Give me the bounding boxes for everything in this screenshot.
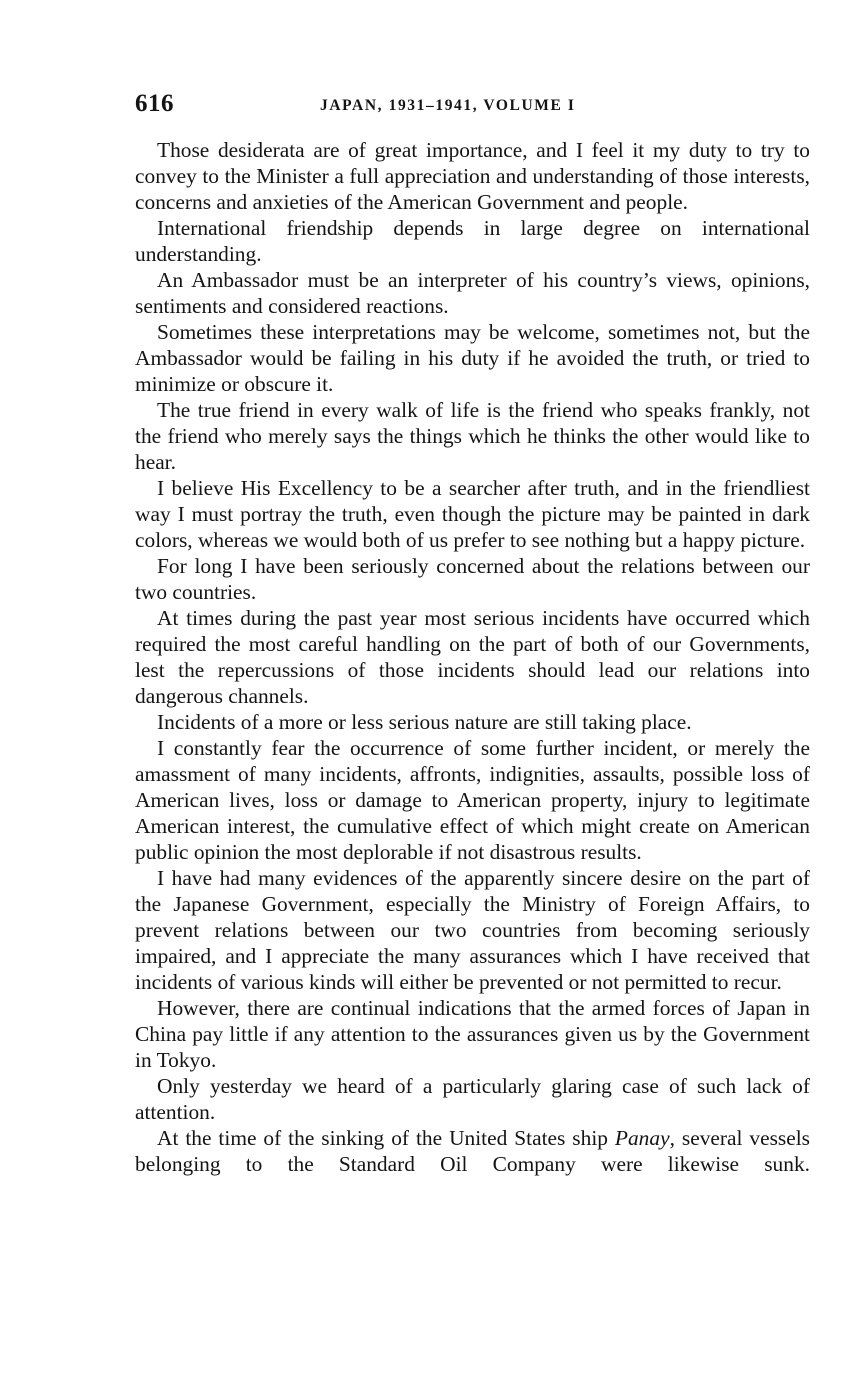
- paragraph: Only yesterday we heard of a particularly glaring case of such lack of attention.: [135, 1074, 810, 1124]
- paragraph: Those desiderata are of great importance, and I feel it my duty to try to convey to the Minister a full appreciation and understanding of those interests, concerns and anxieties of the American Government and people.: [135, 138, 810, 214]
- page-number: 616: [135, 90, 174, 117]
- paragraph: An Ambassador must be an interpreter of his country’s views, opinions, sentiments and considered reactions.: [135, 268, 810, 318]
- paragraph-last: [135, 1125, 810, 1177]
- paragraph: International friendship depends in large degree on international understanding.: [135, 216, 810, 266]
- ship-name-italic: Panay: [614, 1126, 670, 1150]
- paragraph: At times during the past year most serious incidents have occurred which required the most careful handling on the part of both of our Governments, lest the repercussions of those incidents should lead our relations into dangerous channels.: [135, 606, 810, 708]
- paragraph-text-after-italic: , several vessels belonging to the Standard Oil Company were likewise sunk.: [135, 1126, 811, 1176]
- paragraph: I believe His Excellency to be a searcher after truth, and in the friendliest way I must portray the truth, even though the picture may be painted in dark colors, whereas we would both of us prefer to see nothing but a happy picture.: [135, 476, 810, 552]
- paragraph: I constantly fear the occurrence of some further incident, or merely the amassment of many incidents, affronts, indignities, assaults, possible loss of American lives, loss or damage to American property, injury to legitimate American interest, the cumulative effect of which might create on American public opinion the most deplorable if not disastrous results.: [135, 736, 810, 864]
- paragraph: The true friend in every walk of life is the friend who speaks frankly, not the friend who merely says the things which he thinks the other would like to hear.: [135, 398, 810, 474]
- paragraph: Sometimes these interpretations may be welcome, sometimes not, but the Ambassador would be failing in his duty if he avoided the truth, or tried to minimize or obscure it.: [135, 320, 810, 396]
- paragraph: I have had many evidences of the apparently sincere desire on the part of the Japanese Government, especially the Ministry of Foreign Affairs, to prevent relations between our two countries from becoming seriously impaired, and I appreciate the many assurances which I have received that incidents of various kinds will either be prevented or not permitted to recur.: [135, 866, 810, 994]
- paragraph: However, there are continual indications that the armed forces of Japan in China pay little if any attention to the assurances given us by the Government in Tokyo.: [135, 996, 810, 1072]
- running-title: JAPAN, 1931–1941, VOLUME I: [320, 97, 576, 114]
- paragraph: For long I have been seriously concerned about the relations between our two countries.: [135, 554, 810, 604]
- page-header: [135, 90, 810, 124]
- body-text: [135, 137, 810, 1177]
- paragraph-text-before-italic: At the time of the sinking of the United States ship: [157, 1126, 615, 1150]
- paragraph: Incidents of a more or less serious nature are still taking place.: [157, 710, 692, 734]
